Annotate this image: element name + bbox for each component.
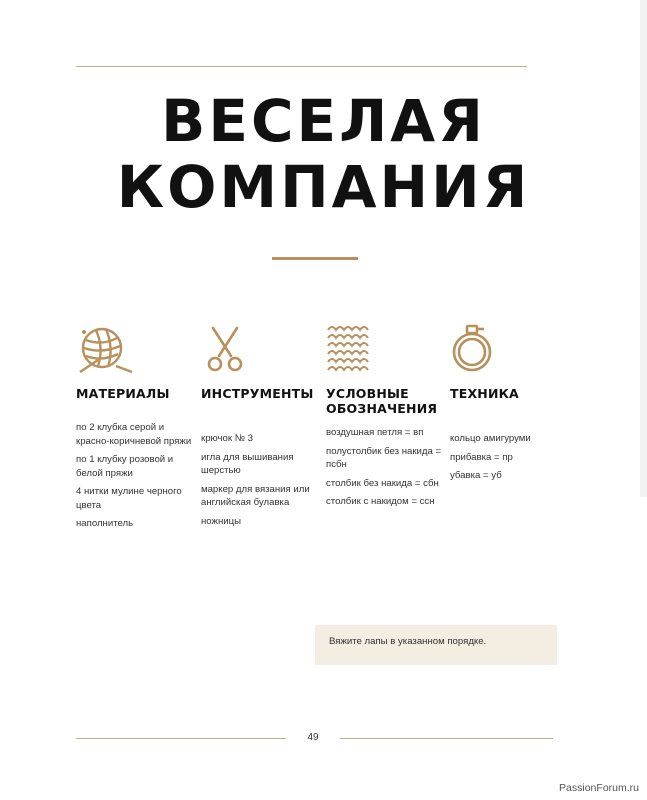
list-item: по 1 клубку розовой и белой пряжи: [76, 454, 174, 479]
list-item: маркер для вязания или английская булавка: [201, 483, 310, 508]
side-strip: [640, 0, 647, 497]
list-item: столбик без накида = сбн: [326, 477, 439, 489]
scissors-icon: [201, 322, 321, 376]
stitches-icon: [326, 322, 446, 376]
symbols-list: [326, 426, 446, 509]
list-item: прибавка = пр: [450, 451, 513, 463]
accent-bar: [272, 257, 358, 260]
list-item: ножницы: [201, 515, 241, 527]
symbols-heading-line-1: УСЛОВНЫЕ: [326, 386, 409, 401]
list-item: убавка = уб: [450, 470, 502, 481]
yarn-ball-icon: [76, 322, 196, 376]
materials-column: [76, 322, 196, 536]
footer-rule-right: [340, 738, 553, 739]
tools-column: [201, 322, 321, 533]
technique-list: [450, 432, 570, 483]
symbols-column: [326, 322, 446, 514]
embroidery-hoop-icon: [450, 322, 570, 376]
materials-list: [76, 421, 196, 531]
list-item: 4 нитки мулине черного цвета: [76, 486, 182, 511]
list-item: игла для вышивания шерстью: [201, 451, 294, 476]
materials-heading: МАТЕРИАЛЫ: [76, 386, 170, 401]
list-item: воздушная петля = вп: [326, 427, 424, 438]
technique-heading: ТЕХНИКА: [450, 386, 519, 401]
list-item: по 2 клубка серой и красно-коричневой пряжи: [76, 422, 192, 447]
note-box: [315, 625, 557, 665]
watermark: PassionForum.ru: [559, 782, 639, 794]
tools-list: [201, 432, 321, 528]
page-number: 49: [307, 732, 319, 743]
list-item: крючок № 3: [201, 433, 254, 444]
list-item: наполнитель: [76, 518, 134, 529]
page-title: [0, 88, 647, 220]
technique-column: [450, 322, 570, 488]
list-item: полустолбик без накида = псбн: [326, 445, 442, 470]
title-line-2: КОМПАНИЯ: [116, 153, 531, 221]
list-item: столбик с накидом = ccн: [326, 496, 435, 507]
list-item: кольцо амигуруми: [450, 433, 531, 444]
title-line-1: ВЕСЕЛАЯ: [161, 87, 486, 155]
symbols-heading: [326, 386, 446, 416]
symbols-heading-line-2: ОБОЗНАЧЕНИЯ: [326, 401, 438, 416]
note-text: Вяжите лапы в указанном порядке.: [329, 636, 487, 647]
footer-rule-left: [76, 738, 286, 739]
top-rule: [76, 66, 527, 67]
tools-heading: ИНСТРУМЕНТЫ: [201, 386, 314, 401]
